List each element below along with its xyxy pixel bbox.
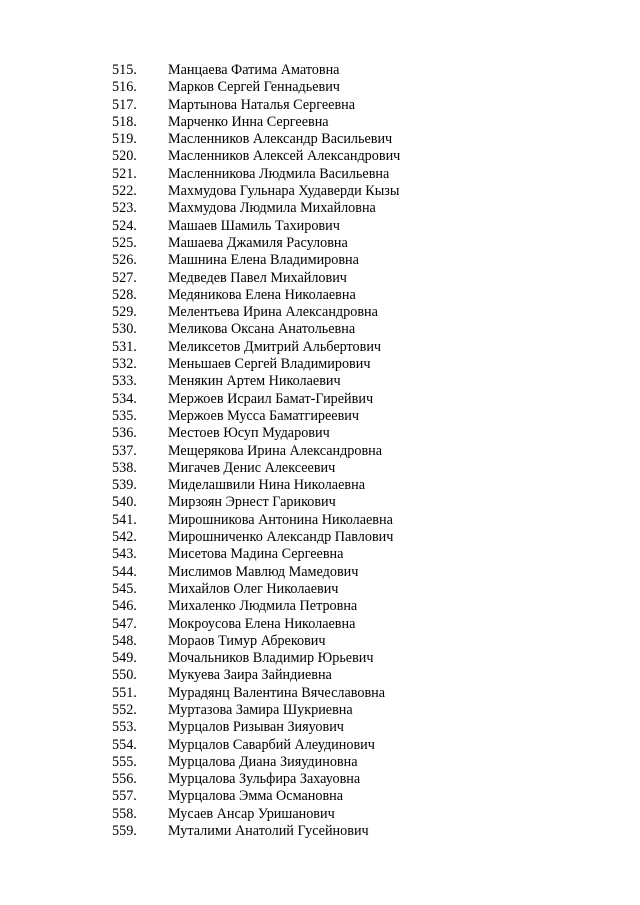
list-item-number: 542. xyxy=(112,529,137,546)
list-item-name: Медведев Павел Михайлович xyxy=(168,269,347,286)
list-item-name: Марченко Инна Сергеевна xyxy=(168,113,329,130)
list-item-number: 537. xyxy=(112,442,137,459)
list-item-name: Меньшаев Сергей Владимирович xyxy=(168,356,371,373)
list-item-number: 528. xyxy=(112,286,137,303)
list-item xyxy=(112,771,400,788)
list-item xyxy=(112,512,400,529)
list-item xyxy=(112,270,400,287)
list-item-number: 552. xyxy=(112,701,137,718)
list-item xyxy=(112,477,400,494)
list-item xyxy=(112,252,400,269)
list-item-name: Машаев Шамиль Тахирович xyxy=(168,217,340,234)
list-item xyxy=(112,581,400,598)
list-item-number: 547. xyxy=(112,615,137,632)
list-item-name: Машнина Елена Владимировна xyxy=(168,252,359,269)
list-item xyxy=(112,148,400,165)
list-item-name: Мурадянц Валентина Вячеславовна xyxy=(168,684,386,701)
list-item xyxy=(112,616,400,633)
list-item-name: Мурцалова Диана Зияудиновна xyxy=(168,753,358,770)
list-item-name: Муталими Анатолий Гусейнович xyxy=(168,823,369,840)
list-item-name: Махмудова Людмила Михайловна xyxy=(168,200,376,217)
list-item-number: 520. xyxy=(112,148,137,165)
list-item-name: Мигачев Денис Алексеевич xyxy=(168,459,336,476)
list-item-name: Мещерякова Ирина Александровна xyxy=(168,442,383,459)
list-item-name: Мирошниченко Александр Павлович xyxy=(168,529,394,546)
list-item-number: 517. xyxy=(112,96,137,113)
name-list xyxy=(112,62,400,840)
list-item xyxy=(112,564,400,581)
list-item-number: 535. xyxy=(112,407,137,424)
list-item-name: Масленников Александр Васильевич xyxy=(168,131,393,148)
list-item xyxy=(112,62,400,79)
list-item xyxy=(112,183,400,200)
list-item-name: Масленников Алексей Александрович xyxy=(168,148,401,165)
list-item-name: Мирзоян Эрнест Гарикович xyxy=(168,494,336,511)
list-item-number: 559. xyxy=(112,823,137,840)
list-item-number: 539. xyxy=(112,477,137,494)
list-item xyxy=(112,339,400,356)
list-item-number: 533. xyxy=(112,373,137,390)
list-item xyxy=(112,218,400,235)
list-item-name: Мурцалов Саварбий Алеудинович xyxy=(168,736,375,753)
list-item-name: Местоев Юсуп Мударович xyxy=(168,425,330,442)
list-item-number: 544. xyxy=(112,563,137,580)
list-item-name: Меликова Оксана Анатольевна xyxy=(168,321,356,338)
list-item-number: 526. xyxy=(112,252,137,269)
list-item-name: Медяникова Елена Николаевна xyxy=(168,286,356,303)
list-item-number: 534. xyxy=(112,390,137,407)
list-item-number: 524. xyxy=(112,217,137,234)
list-item xyxy=(112,408,400,425)
list-item xyxy=(112,494,400,511)
list-item-name: Мислимов Мавлюд Мамедович xyxy=(168,563,359,580)
list-item xyxy=(112,702,400,719)
list-item-number: 522. xyxy=(112,183,137,200)
list-item xyxy=(112,235,400,252)
list-item xyxy=(112,598,400,615)
list-item xyxy=(112,650,400,667)
list-item-number: 531. xyxy=(112,338,137,355)
list-item-name: Менякин Артем Николаевич xyxy=(168,373,341,390)
list-item-name: Мукуева Заира Зайндиевна xyxy=(168,667,332,684)
list-item xyxy=(112,425,400,442)
list-item-number: 525. xyxy=(112,234,137,251)
list-item xyxy=(112,754,400,771)
list-item-name: Меликсетов Дмитрий Альбертович xyxy=(168,338,382,355)
list-item-name: Мусаев Ансар Уришанович xyxy=(168,805,335,822)
list-item xyxy=(112,131,400,148)
list-item xyxy=(112,391,400,408)
list-item-number: 516. xyxy=(112,79,137,96)
list-item-number: 540. xyxy=(112,494,137,511)
list-item-name: Мержоев Мусса Баматгиреевич xyxy=(168,407,360,424)
list-item-number: 538. xyxy=(112,459,137,476)
list-item-number: 555. xyxy=(112,753,137,770)
list-item xyxy=(112,166,400,183)
list-item-name: Мартынова Наталья Сергеевна xyxy=(168,96,356,113)
list-item-number: 545. xyxy=(112,580,137,597)
list-item-number: 556. xyxy=(112,771,137,788)
list-item-number: 546. xyxy=(112,598,137,615)
list-item-name: Марков Сергей Геннадьевич xyxy=(168,79,340,96)
list-item xyxy=(112,737,400,754)
list-item-number: 523. xyxy=(112,200,137,217)
list-item xyxy=(112,667,400,684)
list-item-name: Мораов Тимур Абрекович xyxy=(168,632,326,649)
list-item-name: Мисетова Мадина Сергеевна xyxy=(168,546,344,563)
list-item-number: 527. xyxy=(112,269,137,286)
list-item-number: 554. xyxy=(112,736,137,753)
list-item-name: Михайлов Олег Николаевич xyxy=(168,580,339,597)
list-item-name: Машаева Джамиля Расуловна xyxy=(168,234,348,251)
list-item-number: 543. xyxy=(112,546,137,563)
list-item xyxy=(112,321,400,338)
list-item xyxy=(112,200,400,217)
list-item-number: 553. xyxy=(112,719,137,736)
list-item-number: 519. xyxy=(112,131,137,148)
list-item xyxy=(112,287,400,304)
list-item-number: 548. xyxy=(112,632,137,649)
list-item xyxy=(112,633,400,650)
list-item-name: Махмудова Гульнара Худаверди Кызы xyxy=(168,183,400,200)
list-item xyxy=(112,823,400,840)
list-item-name: Мержоев Исраил Бамат-Гирейвич xyxy=(168,390,374,407)
list-item xyxy=(112,460,400,477)
list-item xyxy=(112,719,400,736)
list-item-name: Мурцалова Зульфира Захауовна xyxy=(168,771,361,788)
list-item-name: Мокроусова Елена Николаевна xyxy=(168,615,356,632)
list-item-number: 518. xyxy=(112,113,137,130)
list-item-name: Мурцалов Ризыван Зияуович xyxy=(168,719,344,736)
list-item-number: 515. xyxy=(112,62,137,78)
list-item-number: 530. xyxy=(112,321,137,338)
list-item-name: Масленникова Людмила Васильевна xyxy=(168,165,390,182)
list-item-name: Миделашвили Нина Николаевна xyxy=(168,477,365,494)
list-item xyxy=(112,114,400,131)
list-item-number: 521. xyxy=(112,165,137,182)
list-item-name: Мирошникова Антонина Николаевна xyxy=(168,511,393,528)
list-item xyxy=(112,546,400,563)
list-item xyxy=(112,806,400,823)
list-item xyxy=(112,304,400,321)
list-item-number: 549. xyxy=(112,650,137,667)
list-item-name: Манцаева Фатима Аматовна xyxy=(168,62,340,78)
list-item-name: Муртазова Замира Шукриевна xyxy=(168,701,353,718)
list-item-number: 557. xyxy=(112,788,137,805)
list-item-number: 550. xyxy=(112,667,137,684)
list-item xyxy=(112,97,400,114)
list-item-number: 536. xyxy=(112,425,137,442)
list-item-number: 529. xyxy=(112,304,137,321)
list-item-name: Мелентьева Ирина Александровна xyxy=(168,304,378,321)
list-item xyxy=(112,443,400,460)
list-item xyxy=(112,685,400,702)
list-item-name: Мурцалова Эмма Османовна xyxy=(168,788,344,805)
list-item-name: Мочальников Владимир Юрьевич xyxy=(168,650,374,667)
list-item xyxy=(112,788,400,805)
list-item-number: 541. xyxy=(112,511,137,528)
list-item-number: 558. xyxy=(112,805,137,822)
list-item xyxy=(112,373,400,390)
list-item xyxy=(112,356,400,373)
list-item xyxy=(112,79,400,96)
list-item-number: 532. xyxy=(112,356,137,373)
list-item-number: 551. xyxy=(112,684,137,701)
list-item xyxy=(112,529,400,546)
list-item-name: Михаленко Людмила Петровна xyxy=(168,598,358,615)
